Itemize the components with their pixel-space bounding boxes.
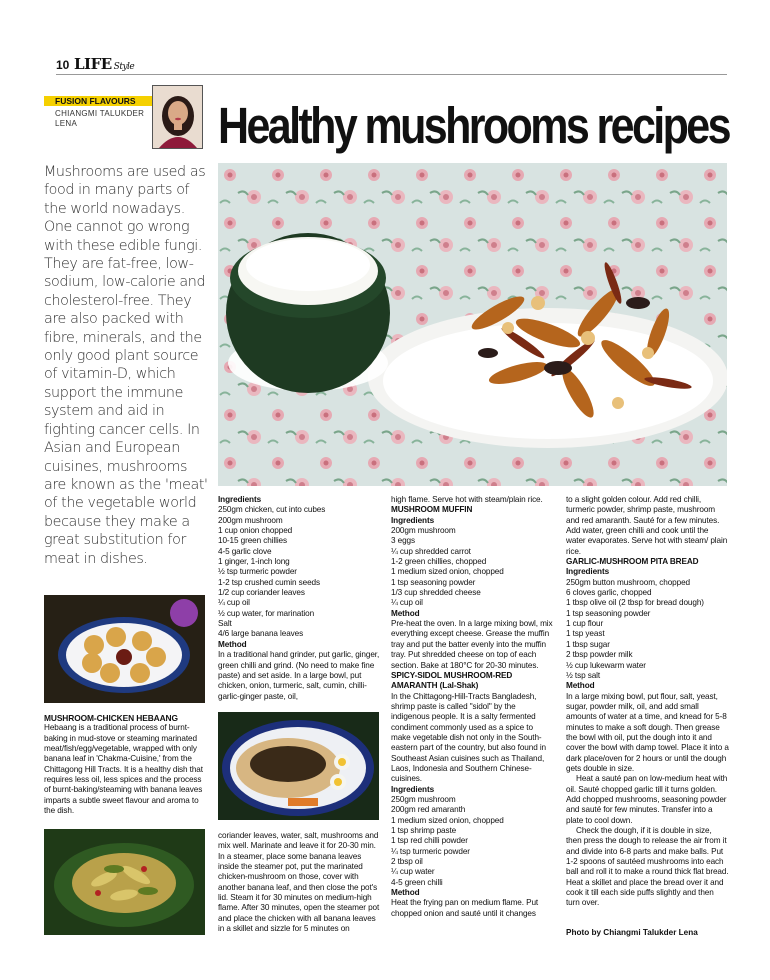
recipe-line: 1/2 cup coriander leaves [218,588,305,598]
recipe-line: 1 medium sized onion, chopped [391,567,504,577]
recipe-line: 3 eggs [391,536,415,546]
recipe-line: 200gm mushroom [218,515,283,525]
section-label: FUSION FLAVOURS [44,96,152,106]
logo-sub: Style [113,62,135,72]
page-title: Healthy mushrooms recipes [218,98,729,155]
recipe-heading: Method [391,608,420,618]
hebaang-intro [44,713,206,816]
recipe-line: 4-5 garlic clove [218,546,272,556]
recipe-line: ¼ tsp turmeric powder [391,846,470,856]
intro-text: Mushrooms are used as food in many parts of the world nowadays. One cannot go wrong with these edible fungi. They are fat-free, low-sodium, low-calorie and cholesterol-free. They are also packed with fibre, minerals, and the only good plant source of vitamin-D, which support the immune system and aid in fighting cancer cells. In Asian and European cuisines, mushrooms are known as the 'meat' of the vegetable world because they make a great substitution for meat in dishes. [44,164,208,567]
logo-main: LIFE [74,55,112,73]
recipe-heading: GARLIC-MUSHROOM PITA BREAD [566,557,699,567]
recipe-heading: Ingredients [391,515,435,525]
recipe-line: Check the dough, if it is double in size, then press the dough to release the air from it and divide into 6-8 parts and make balls. Put 1-2 spoons of sautéed mushrooms into each ball and roll it to make a round thick flat bread. Heat a skillet and place the bread over it and cook it till each side puffs slightly and then turn over. [566,826,729,908]
author-line-2: LENA [55,119,78,128]
recipe-heading: SPICY-SIDOL MUSHROOM-RED AMARANTH (Lal-Shak) [391,670,513,691]
page-number: 10 [56,58,70,72]
recipe-heading: Method [566,681,595,691]
recipe-line: ¼ cup oil [391,598,423,608]
recipe-line: 4/6 large banana leaves [218,629,304,639]
column-3 [566,495,729,909]
publication-logo [74,55,134,73]
recipe-line: In a traditional hand grinder, put garlic, ginger, green chilli and grind. (No need to make fine paste) and set aside. In a large bowl, put chicken, onion, turmeric, salt, cumin, chilli-garlic-ginger paste, oil, [218,650,380,701]
recipe-heading: MUSHROOM MUFFIN [391,505,473,515]
recipe-line: 4-5 green chilli [391,877,443,887]
recipe-line: Pre-heat the oven. In a large mixing bowl, mix everything except cheese. Grease the muffin tray and put the batter evenly into the muffin tray. Put shredded cheese on top of each section. Bake at 180°C for 20-30 minutes. [391,619,553,670]
recipe-line: 1 cup flour [566,619,604,629]
recipe-line: 1 cup onion chopped [218,526,293,536]
photo-mushroom-muffin [44,595,205,703]
photo-pita-bread [218,712,379,820]
photo-spicy-sidol-mushroom [44,829,205,935]
recipe-line: 1 tsp red chilli powder [391,836,468,846]
recipe-line: 250gm chicken, cut into cubes [218,505,326,515]
recipe-line: ¼ cup oil [218,598,250,608]
recipe-heading: Ingredients [391,784,435,794]
column-1-top [218,495,380,702]
recipe-line: 1/3 cup shredded cheese [391,588,481,598]
recipe-line: In the Chittagong-Hill-Tracts Bangladesh, shrimp paste is called "sidol" by the indigenous people. It is a salty fermented condiment commonly used as a spice to make vegetable dish not only in the South-eastern part of the country, but also found in Southeast Asian cuisines such as Thailand, Laos, Indonesia and Southern Chinese-cuisines. [391,691,547,784]
recipe-line: In a large mixing bowl, put flour, salt, yeast, sugar, powder milk, oil, and add small amounts of water at a time, and knead for 5-8 minutes to make a soft dough. Then grease the bowl with oil, put the dough into it and cover the bowl with damp towel. Place it into a dark place/oven for 2 hours or until the dough gets double in size. [566,691,729,773]
recipe-line: Heat a sauté pan on low-medium heat with oil. Sauté chopped garlic till it turns golden. Add chopped mushrooms, seasoning powder and sauté for few minutes. Transfer into a plate to cool down. [566,774,728,825]
recipe-heading: Method [218,639,247,649]
author-byline [55,109,155,129]
recipe-line: 2 tbsp oil [391,857,423,867]
recipe-line: 1 tsp yeast [566,629,605,639]
recipe-line: 250gm button mushroom, chopped [566,577,690,587]
recipe-line: high flame. Serve hot with steam/plain rice. [391,495,543,504]
recipe-heading: Ingredients [218,495,262,504]
recipe-line: 2 tbsp powder milk [566,650,633,660]
recipe-line: 1 ginger, 1-inch long [218,557,290,567]
photo-credit: Photo by Chiangmi Talukder Lena [566,928,698,937]
recipe-line: ½ tsp salt [566,670,601,680]
recipe-line: ¼ cup water [391,867,435,877]
hero-photo-mushroom-dish [218,163,727,486]
author-line-1: CHIANGMI TALUKDER [55,109,145,118]
recipe-line: ½ cup lukewarm water [566,660,646,670]
column-1-bottom [218,831,380,934]
recipe-line: to a slight golden colour. Add red chilli, turmeric powder, shrimp paste, mushroom and red amaranth. Sauté for a few minutes. Add water, green chilli and cook until the water evaporates. Serve hot with steam/ plain rice. [566,495,728,556]
recipe-line: 1 tsp seasoning powder [566,608,651,618]
recipe-line: 1-2 green chillies, chopped [391,557,487,567]
recipe-line: 200gm red amaranth [391,805,466,815]
recipe-line: 6 cloves garlic, chopped [566,588,652,598]
recipe-line: ¼ cup shredded carrot [391,546,471,556]
recipe-line: 1 tbsp sugar [566,639,610,649]
recipe-line: ½ cup water, for marination [218,608,315,618]
author-photo [152,85,203,149]
header-rule [56,74,727,75]
recipe-line: 200gm mushroom [391,526,456,536]
recipe-line: 1 tbsp olive oil (2 tbsp for bread dough) [566,598,704,608]
hebaang-heading: MUSHROOM-CHICKEN HEBAANG [44,713,178,723]
recipe-line: Heat the frying pan on medium flame. Put chopped onion and sauté until it changes [391,898,539,918]
recipe-line: Salt [218,619,232,629]
hebaang-body: Hebaang is a traditional process of burnt-baking in mud-stove or steaming marinated meat/fish/egg/vegetable, wrapped with only banana leaf in 'Chakma-Cuisine,' from the Chittagong Hill Tracts. It is a healthy dish that requires less oil, less spices and the process of burnt-baking/steaming with banana leaves imparts a subtle sweet flavour and aroma to the dish. [44,723,203,816]
recipe-heading: Method [391,888,420,898]
recipe-line: 1 tsp seasoning powder [391,577,476,587]
recipe-line: 1-2 tsp crushed cumin seeds [218,577,320,587]
recipe-line: 1 medium sized onion, chopped [391,815,504,825]
column-2 [391,495,554,919]
hebaang-method-continued: coriander leaves, water, salt, mushrooms and mix well. Marinate and leave it for 20-30 min. In a steamer, place some banana leaves inside the steamer pot, put the marinated chicken-mushroom on those, cover with another banana leaf, and then close the pot's lid. Steam it for 30 minutes on medium-high flame. After 30 minutes, open the steamer pot and place the chicken with all banana leaves in a skillet and sizzle for 5 minutes on [218,831,380,934]
recipe-heading: Ingredients [566,567,610,577]
recipe-line: 250gm mushroom [391,794,456,804]
recipe-line: 10-15 green chillies [218,536,288,546]
recipe-line: 1 tsp shrimp paste [391,826,457,835]
recipe-line: ½ tsp turmeric powder [218,567,297,577]
